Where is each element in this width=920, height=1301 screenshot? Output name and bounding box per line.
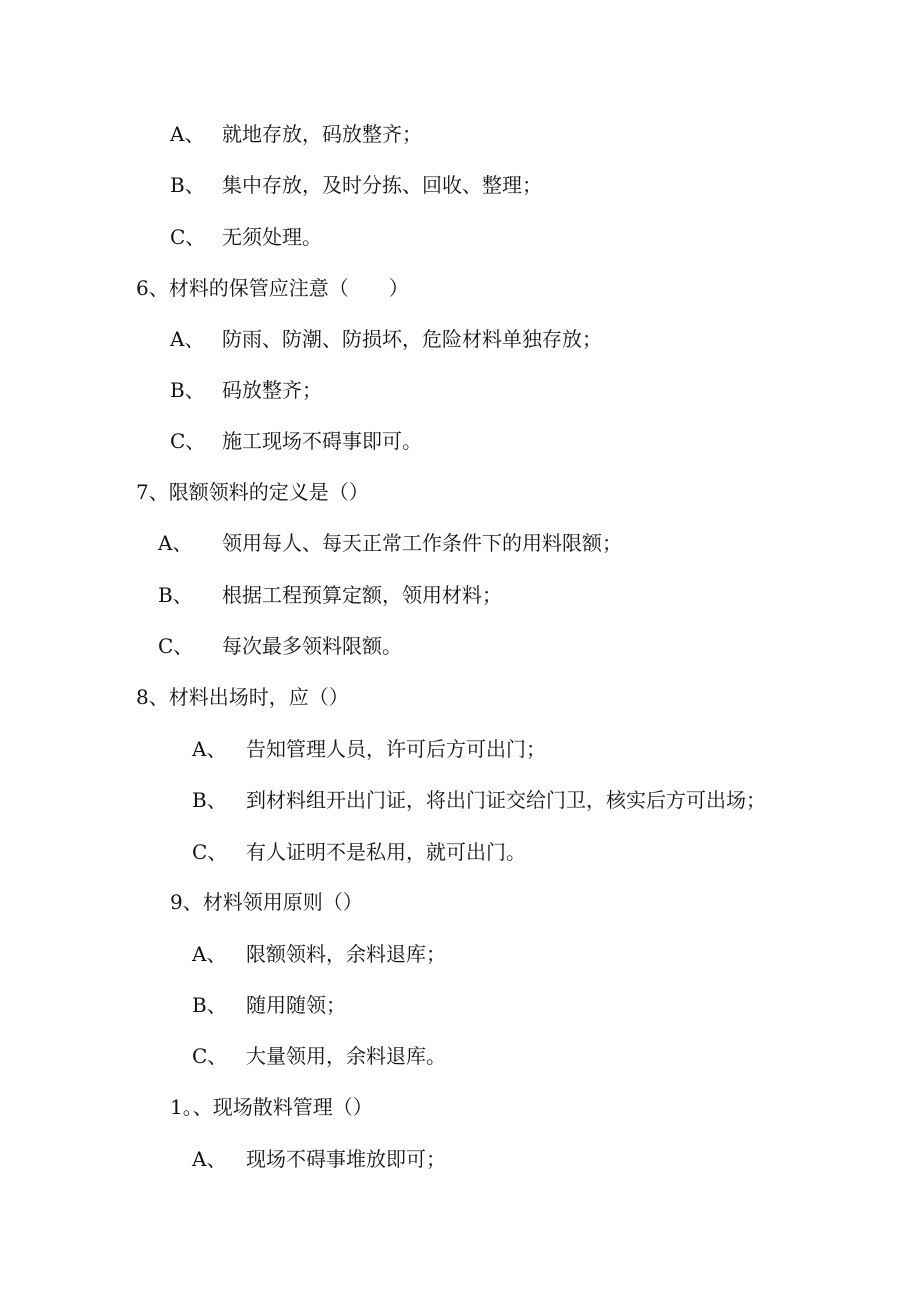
option-text: 随用随领； — [246, 993, 346, 1017]
option-letter: C、 — [170, 225, 206, 249]
option-text: 无须处理。 — [222, 225, 322, 249]
option-letter: B、 — [170, 173, 205, 197]
option-letter: C、 — [158, 634, 194, 658]
question-6: 6、材料的保管应注意（ ） — [136, 276, 409, 300]
question-7: 7、限额领料的定义是（） — [136, 480, 369, 504]
option-letter: B、 — [170, 378, 205, 402]
question-9: 9、材料领用原则（） — [170, 890, 363, 914]
option-letter: A、 — [170, 327, 205, 351]
question-8: 8、材料出场时，应（） — [136, 685, 349, 709]
option-text: 每次最多领料限额。 — [222, 634, 402, 658]
option-text: 根据工程预算定额，领用材料； — [222, 583, 502, 607]
option-letter: B、 — [192, 993, 227, 1017]
option-text: 有人证明不是私用，就可出门。 — [246, 840, 526, 864]
option-text: 到材料组开出门证，将出门证交给门卫，核实后方可出场； — [246, 788, 766, 812]
option-text: 就地存放，码放整齐； — [222, 122, 422, 146]
option-text: 码放整齐； — [222, 378, 322, 402]
option-text: 现场不碍事堆放即可； — [246, 1147, 446, 1171]
option-letter: B、 — [158, 583, 193, 607]
option-text: 大量领用，余料退库。 — [246, 1044, 446, 1068]
option-text: 集中存放，及时分拣、回收、整理； — [222, 173, 542, 197]
question-10: 1。、现场散料管理（） — [170, 1095, 373, 1119]
option-letter: C、 — [170, 429, 206, 453]
option-text: 限额领料，余料退库； — [246, 942, 446, 966]
option-letter: C、 — [192, 1044, 228, 1068]
option-letter: A、 — [158, 531, 193, 555]
option-letter: A、 — [192, 942, 227, 966]
option-text: 领用每人、每天正常工作条件下的用料限额； — [222, 531, 622, 555]
option-text: 施工现场不碍事即可。 — [222, 429, 422, 453]
option-text: 告知管理人员，许可后方可出门； — [246, 737, 546, 761]
option-letter: A、 — [192, 1147, 227, 1171]
option-letter: A、 — [170, 122, 205, 146]
option-letter: A、 — [192, 737, 227, 761]
option-letter: C、 — [192, 840, 228, 864]
option-text: 防雨、防潮、防损坏，危险材料单独存放； — [222, 327, 602, 351]
option-letter: B、 — [192, 788, 227, 812]
